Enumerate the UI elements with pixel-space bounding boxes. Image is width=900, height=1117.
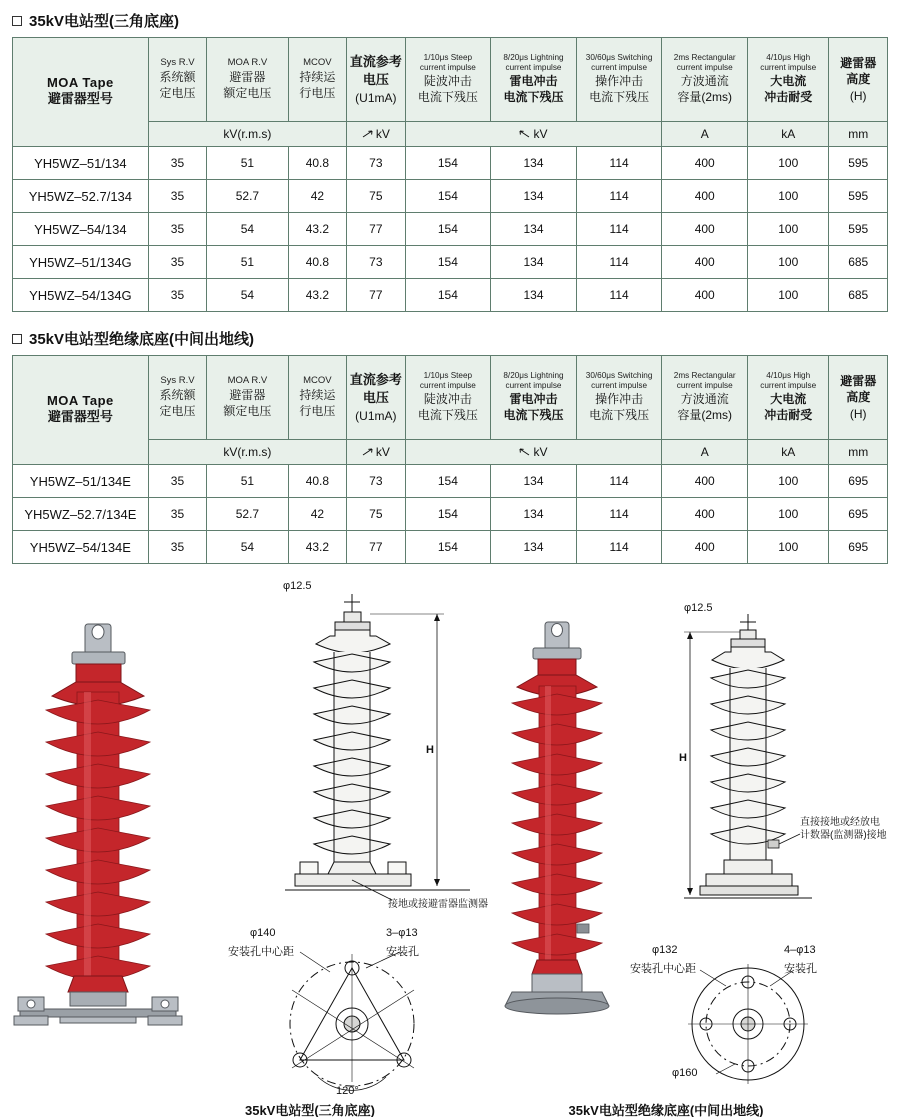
cell-model: YH5WZ–54/134 [13,213,149,246]
unit-mm: mm [829,122,888,147]
table-row [13,147,888,180]
label-mount-pitch-right: 安装孔中心距 [630,963,696,975]
cell-model: YH5WZ–54/134G [13,279,149,312]
figure-arrester-triangular-base [14,624,182,1025]
cell-value: 77 [347,279,405,312]
figure-plan-insulating [688,964,808,1084]
table-row [13,531,888,564]
header-steep-impulse: 1/10μs Steep current impulse 陡波冲击 电流下残压 [405,356,491,440]
cell-value: 51 [207,147,288,180]
cell-value: 400 [662,246,748,279]
cell-value: 154 [405,147,491,180]
label-h-left: H [426,744,434,756]
label-phi-12-5-left: φ12.5 [283,580,312,592]
unit-a: A [662,440,748,465]
label-phi-140: φ140 [250,927,276,939]
cell-value: 40.8 [288,147,346,180]
cell-value: 35 [148,246,206,279]
figure-plan-triangular [290,952,414,1090]
cell-value: 695 [829,465,888,498]
cell-value: 43.2 [288,531,346,564]
cell-model: YH5WZ–54/134E [13,531,149,564]
table-row [13,213,888,246]
header-steep-impulse: 1/10μs Steep current impulse 陡波冲击 电流下残压 [405,38,491,122]
header-model-zh: 避雷器型号 [47,409,113,425]
figure-outline-triangular [285,594,470,900]
cell-value: 73 [347,465,405,498]
cell-value: 54 [207,531,288,564]
cell-model: YH5WZ–51/134 [13,147,149,180]
section-2-title-text: 35kV电站型绝缘底座(中间出地线) [29,331,255,348]
cell-value: 40.8 [288,246,346,279]
cell-value: 114 [576,246,662,279]
unit-mm: mm [829,440,888,465]
cell-value: 42 [288,180,346,213]
unit-ka: kA [748,122,829,147]
label-hole-label-right: 安装孔 [784,963,817,975]
cell-value: 75 [347,498,405,531]
cell-value: 400 [662,147,748,180]
cell-value: 400 [662,465,748,498]
cell-value: 42 [288,498,346,531]
cell-value: 695 [829,531,888,564]
spec-table-1-body [13,147,888,312]
cell-value: 35 [148,531,206,564]
table-row [13,498,888,531]
cell-value: 134 [491,246,577,279]
header-lightning-impulse: 8/20μs Lightning current impulse 雷电冲击 电流下残压 [491,356,577,440]
cell-value: 154 [405,279,491,312]
cell-value: 154 [405,531,491,564]
unit-a: A [662,122,748,147]
label-phi-132: φ132 [652,944,678,956]
header-high-current-impulse: 4/10μs High current impulse 大电流 冲击耐受 [748,356,829,440]
header-switching-impulse: 30/60μs Switching current impulse 操作冲击 电流下残压 [576,38,662,122]
label-phi-12-5-right: φ12.5 [684,602,713,614]
caption-right: 35kV电站型绝缘底座(中间出地线) [568,1103,764,1117]
label-mount-pitch-left: 安装孔中心距 [228,946,294,958]
cell-value: 114 [576,279,662,312]
cell-value: 595 [829,213,888,246]
cell-value: 595 [829,180,888,213]
cell-value: 54 [207,279,288,312]
header-height: 避雷器 高度 (H) [829,38,888,122]
header-model [13,38,149,147]
checkbox-icon [12,334,22,344]
unit-kv-dc: kV [347,440,405,465]
cell-value: 35 [148,279,206,312]
cell-value: 51 [207,246,288,279]
cell-value: 134 [491,279,577,312]
header-moa-rv: MOA R.V 避雷器 额定电压 [207,38,288,122]
cell-value: 35 [148,147,206,180]
header-rectangular-impulse: 2ms Rectangular current impulse 方波通流 容量(2ms) [662,356,748,440]
table-row [13,246,888,279]
unit-kv-residual: kV [405,440,662,465]
header-height: 避雷器 高度 (H) [829,356,888,440]
cell-value: 685 [829,279,888,312]
cell-value: 73 [347,147,405,180]
cell-value: 54 [207,213,288,246]
label-phi-160: φ160 [672,1067,698,1079]
cell-value: 100 [748,213,829,246]
cell-value: 114 [576,531,662,564]
cell-value: 43.2 [288,279,346,312]
header-dc-reference-voltage: 直流参考 电压 (U1mA) [347,38,405,122]
cell-value: 134 [491,147,577,180]
section-title-1 [12,10,900,31]
header-moa-rv: MOA R.V 避雷器 额定电压 [207,356,288,440]
header-mcov: MCOV 持续运 行电压 [288,356,346,440]
caption-left: 35kV电站型(三角底座) [244,1103,376,1117]
section-title-2 [12,328,900,349]
cell-value: 100 [748,180,829,213]
header-rectangular-impulse: 2ms Rectangular current impulse 方波通流 容量(2ms) [662,38,748,122]
cell-value: 154 [405,246,491,279]
cell-value: 114 [576,147,662,180]
header-model-zh: 避雷器型号 [47,91,113,107]
header-model-en: MOA Tape [46,393,114,409]
cell-model: YH5WZ–52.7/134E [13,498,149,531]
label-ground-note-right: 直接接地或经放电 计数器(监测器)接地 [800,817,887,841]
cell-value: 400 [662,180,748,213]
cell-value: 100 [748,531,829,564]
cell-value: 100 [748,279,829,312]
cell-model: YH5WZ–51/134G [13,246,149,279]
cell-value: 100 [748,246,829,279]
table-row [13,180,888,213]
header-mcov: MCOV 持续运 行电压 [288,38,346,122]
cell-value: 134 [491,213,577,246]
label-holes-left: 3–φ13 [386,927,418,939]
cell-value: 35 [148,465,206,498]
unit-ka: kA [748,440,829,465]
cell-value: 134 [491,180,577,213]
cell-value: 35 [148,180,206,213]
product-drawings [0,572,900,1117]
checkbox-icon [12,16,22,26]
table-header-row [13,356,888,440]
header-sys-rv: Sys R.V 系统额 定电压 [148,356,206,440]
header-sys-rv: Sys R.V 系统额 定电压 [148,38,206,122]
cell-value: 695 [829,498,888,531]
cell-value: 40.8 [288,465,346,498]
cell-value: 154 [405,180,491,213]
header-model [13,356,149,465]
figures-area [0,572,900,1117]
cell-value: 51 [207,465,288,498]
unit-kv-residual: kV [405,122,662,147]
table-header-row [13,38,888,122]
cell-value: 52.7 [207,498,288,531]
cell-value: 52.7 [207,180,288,213]
cell-value: 134 [491,531,577,564]
unit-kv-dc: kV [347,122,405,147]
cell-value: 595 [829,147,888,180]
cell-value: 685 [829,246,888,279]
cell-value: 77 [347,213,405,246]
cell-value: 35 [148,213,206,246]
cell-value: 154 [405,213,491,246]
label-h-right: H [679,752,687,764]
header-switching-impulse: 30/60μs Switching current impulse 操作冲击 电流下残压 [576,356,662,440]
spec-table-2 [12,355,888,564]
cell-value: 400 [662,531,748,564]
cell-value: 400 [662,213,748,246]
header-model-en: MOA Tape [46,75,114,91]
unit-kv-rms: kV(r.m.s) [148,122,346,147]
cell-value: 114 [576,213,662,246]
header-high-current-impulse: 4/10μs High current impulse 大电流 冲击耐受 [748,38,829,122]
cell-value: 75 [347,180,405,213]
cell-value: 43.2 [288,213,346,246]
section-1-title-text: 35kV电站型(三角底座) [29,13,180,30]
cell-value: 100 [748,498,829,531]
cell-value: 114 [576,498,662,531]
cell-value: 77 [347,531,405,564]
cell-value: 100 [748,465,829,498]
figure-arrester-insulating-base [505,622,609,1014]
cell-model: YH5WZ–51/134E [13,465,149,498]
cell-value: 134 [491,498,577,531]
cell-value: 35 [148,498,206,531]
cell-value: 114 [576,180,662,213]
cell-model: YH5WZ–52.7/134 [13,180,149,213]
spec-table-2-body [13,465,888,564]
unit-kv-rms: kV(r.m.s) [148,440,346,465]
label-angle-120: 120° [336,1085,359,1097]
cell-value: 114 [576,465,662,498]
header-dc-reference-voltage: 直流参考 电压 (U1mA) [347,356,405,440]
table-row [13,279,888,312]
cell-value: 154 [405,465,491,498]
label-ground-note-left: 接地或接避雷器监测器 [388,899,488,910]
cell-value: 100 [748,147,829,180]
cell-value: 73 [347,246,405,279]
label-holes-right: 4–φ13 [784,944,816,956]
table-row [13,465,888,498]
spec-table-1 [12,37,888,312]
figure-outline-insulating [684,614,812,898]
label-hole-label-left: 安装孔 [386,946,419,958]
header-lightning-impulse: 8/20μs Lightning current impulse 雷电冲击 电流下残压 [491,38,577,122]
cell-value: 400 [662,279,748,312]
cell-value: 134 [491,465,577,498]
cell-value: 154 [405,498,491,531]
cell-value: 400 [662,498,748,531]
